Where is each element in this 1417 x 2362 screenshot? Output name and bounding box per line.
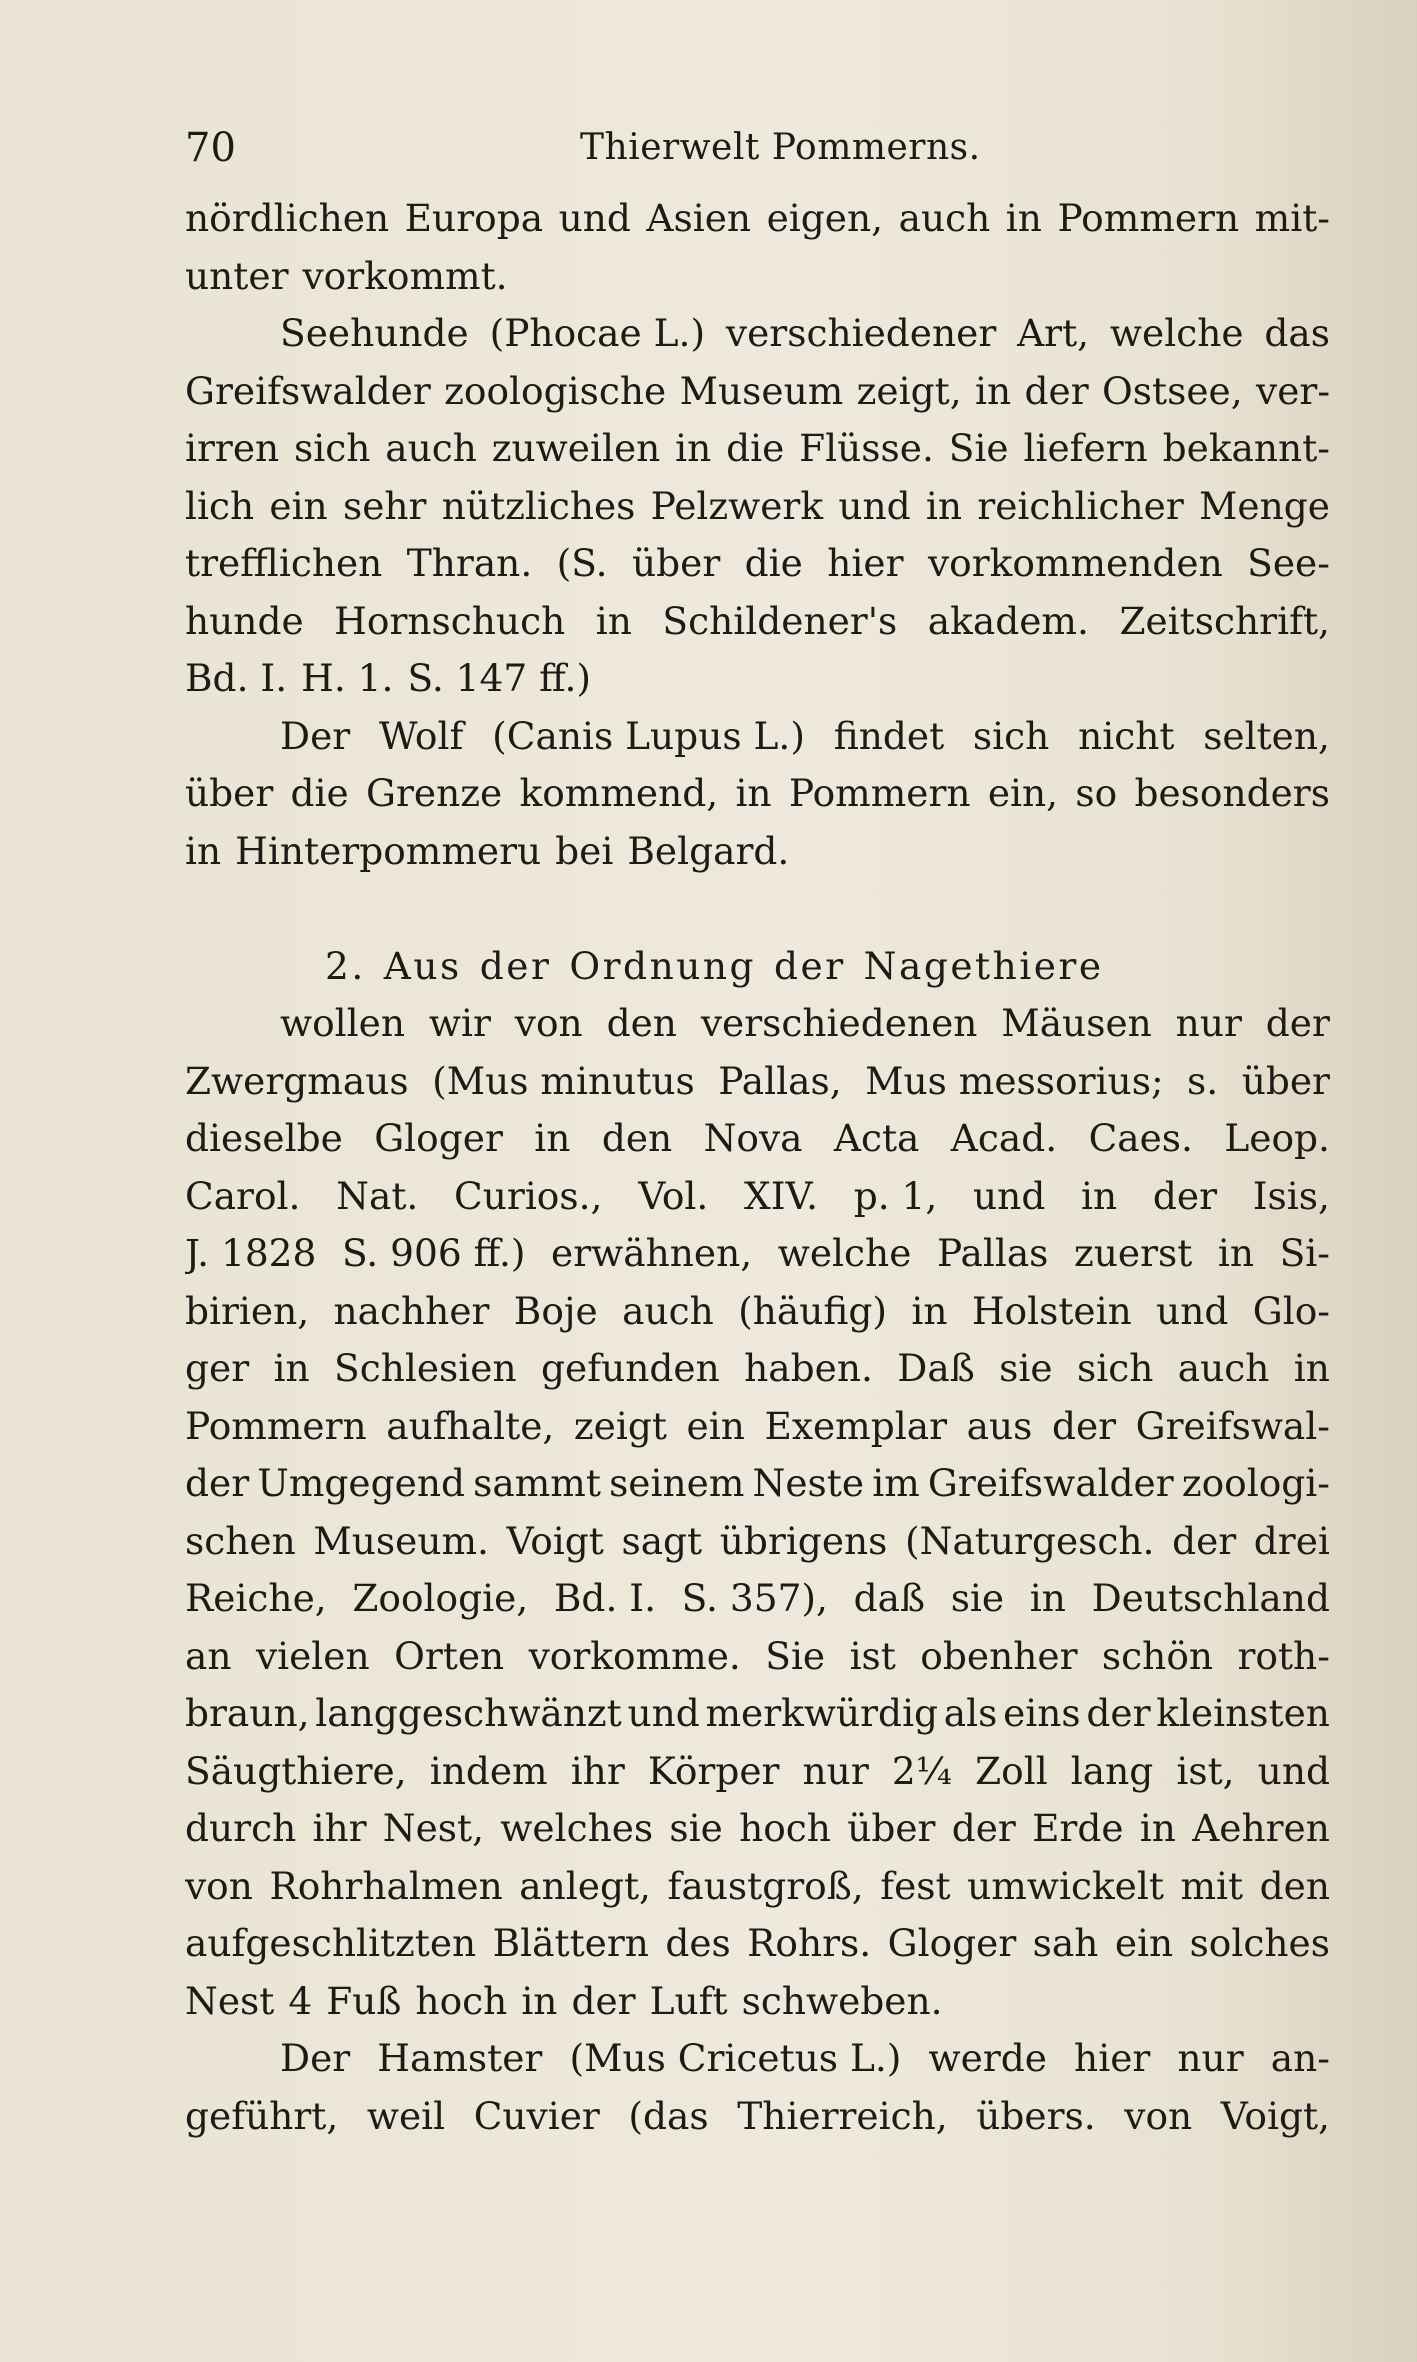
word: schön — [1101, 1633, 1214, 1678]
word: (Mus Cricetus L.) — [569, 2036, 902, 2080]
word: Vol. — [638, 1173, 709, 1218]
word: ver- — [1256, 368, 1330, 413]
word: in — [1293, 1346, 1330, 1390]
word: anlegt, — [519, 1863, 651, 1908]
page-number: 70 — [185, 125, 236, 171]
word: akadem. — [927, 598, 1089, 643]
text-line — [185, 708, 1330, 766]
word: Erde — [1032, 1806, 1124, 1850]
word: Nova — [703, 1116, 803, 1160]
word: braun, — [185, 1691, 310, 1735]
word: 2. — [325, 943, 366, 988]
text-line — [185, 2088, 1330, 2146]
word: Museum — [679, 368, 844, 413]
word: geführt, — [185, 2093, 339, 2138]
word: bekannt- — [1162, 426, 1330, 470]
word: welches — [500, 1806, 654, 1850]
word: bei — [555, 828, 614, 873]
word: (Mus minutus — [432, 1058, 695, 1103]
word: seinem — [609, 1461, 745, 1505]
word: Grenze — [366, 771, 503, 815]
word: das — [1264, 311, 1330, 355]
word: fest — [880, 1863, 951, 1908]
word: welche — [777, 1231, 912, 1275]
word: und — [1156, 1288, 1229, 1333]
word: die — [290, 771, 349, 815]
word: Sie — [765, 1633, 826, 1678]
text-line — [185, 1743, 1330, 1801]
word: (S. — [556, 541, 608, 585]
word: Greifswal- — [1135, 1403, 1330, 1448]
word: den — [1259, 1863, 1330, 1908]
word: zoologische — [444, 368, 667, 413]
word: zuweilen — [491, 426, 661, 470]
word: Exemplar — [764, 1403, 948, 1448]
text-line — [185, 305, 1330, 363]
word: Pommern — [788, 771, 971, 815]
word: schen — [185, 1518, 296, 1563]
word: der — [774, 943, 846, 988]
word: der — [1086, 1691, 1151, 1735]
text-line — [185, 363, 1330, 421]
word: merkwürdig — [705, 1691, 939, 1735]
word: ger — [185, 1346, 250, 1390]
text-line — [185, 1225, 1330, 1283]
word: Ordnung — [569, 943, 757, 988]
word: Rohrhalmen — [269, 1863, 503, 1908]
word: Zwergmaus — [185, 1058, 409, 1103]
word: sich — [294, 426, 371, 470]
text-line — [185, 1800, 1330, 1858]
text-line — [185, 1340, 1330, 1398]
word: Sie — [948, 426, 1009, 470]
word: Luft — [649, 1978, 728, 2023]
word: Pommern — [1057, 196, 1240, 240]
word: nur — [1175, 1001, 1242, 1045]
word: haben. — [744, 1346, 873, 1390]
word: solches — [1189, 1921, 1330, 1965]
text-line — [185, 1915, 1330, 1973]
word: Pommern — [185, 1403, 367, 1448]
word: aufhalte, — [386, 1403, 555, 1448]
word: der — [1024, 368, 1089, 413]
word: zeigt — [573, 1403, 667, 1448]
word: Daß — [897, 1346, 975, 1390]
word: mit — [1180, 1863, 1244, 1908]
word: indem — [429, 1748, 548, 1793]
word: welche — [1109, 311, 1244, 355]
word: und — [838, 483, 911, 528]
word: umwickelt — [967, 1863, 1164, 1908]
word: Schildener's — [662, 598, 898, 643]
word: sich — [972, 713, 1050, 758]
page-header — [185, 118, 1325, 178]
word: roth- — [1237, 1633, 1330, 1678]
word: eins — [1003, 1691, 1081, 1735]
word: hunde — [185, 598, 304, 643]
word: Pallas — [936, 1231, 1049, 1275]
word: weil — [366, 2093, 446, 2138]
word: sehr — [342, 483, 427, 528]
word: in — [1217, 1231, 1255, 1275]
word: Aus — [383, 943, 462, 988]
word: Pelzwerk — [650, 483, 824, 528]
word: Greifswalder — [927, 1461, 1174, 1505]
word: der — [1152, 1173, 1218, 1218]
word: Seehunde — [280, 311, 469, 355]
word: nachher — [333, 1288, 490, 1333]
word: in — [534, 1116, 571, 1160]
word: erwähnen, — [551, 1231, 753, 1275]
word: J. 1828 — [185, 1231, 317, 1275]
word: übers. — [976, 2093, 1096, 2138]
word: besonders — [1134, 771, 1330, 815]
word: Schlesien — [334, 1346, 517, 1390]
word: in — [1081, 1173, 1118, 1218]
word: Gloger — [374, 1116, 503, 1160]
word: hier — [827, 541, 904, 585]
word: Reiche, — [185, 1576, 327, 1620]
word: ist — [849, 1633, 896, 1678]
word: Museum. — [313, 1518, 489, 1563]
word: der — [1051, 1403, 1117, 1448]
text-line — [185, 823, 1330, 881]
word: faustgroß, — [667, 1863, 864, 1908]
word: ihr — [312, 1806, 367, 1850]
word: kommend, — [519, 771, 719, 815]
word: auch — [385, 426, 477, 470]
word: dieselbe — [185, 1116, 343, 1160]
word: (Naturgesch. — [905, 1518, 1155, 1563]
word: nur — [802, 1748, 869, 1793]
word: Deutschland — [1091, 1576, 1330, 1620]
word: die — [726, 426, 785, 470]
word: Hamster — [377, 2036, 543, 2080]
word: ein — [686, 1403, 745, 1448]
word: XIV. — [744, 1173, 818, 1218]
word: Blättern — [492, 1921, 649, 1965]
word: sich — [1076, 1346, 1154, 1390]
word: verschiedenen — [700, 1001, 978, 1045]
word: Der — [280, 2036, 351, 2080]
word: Flüsse. — [799, 426, 934, 470]
word: die — [744, 541, 803, 585]
word: Säugthiere, — [185, 1748, 407, 1793]
word: Nest — [185, 1978, 275, 2023]
word: birien, — [185, 1288, 310, 1333]
word: in — [1029, 1576, 1066, 1620]
word: sammt — [473, 1461, 601, 1505]
word: der — [1265, 1001, 1330, 1045]
text-line — [185, 765, 1330, 823]
section-heading — [185, 938, 1330, 996]
word: Si- — [1279, 1231, 1330, 1275]
text-line — [185, 1628, 1330, 1686]
word: selten, — [1203, 713, 1330, 758]
text-line — [185, 1570, 1330, 1628]
word: zeigt, — [856, 368, 962, 413]
word: irren — [185, 426, 280, 470]
word: Zeitschrift, — [1119, 598, 1330, 643]
word: in — [675, 426, 712, 470]
word: Körper — [647, 1748, 780, 1793]
word: zuerst — [1073, 1231, 1193, 1275]
word: See- — [1247, 541, 1330, 585]
word: in — [925, 483, 963, 528]
word: Zoologie, — [352, 1576, 529, 1620]
word: werde — [928, 2036, 1047, 2080]
word: den — [601, 1116, 673, 1160]
word: mit- — [1254, 196, 1330, 240]
word: nördlichen — [185, 196, 390, 240]
word: auch — [1177, 1346, 1270, 1390]
word: von — [514, 1001, 583, 1045]
word: in — [595, 598, 632, 643]
word: Voigt — [506, 1518, 604, 1563]
word: auch — [898, 196, 991, 240]
text-line — [185, 2030, 1330, 2088]
word: vorkommenden — [927, 541, 1223, 585]
word: Thran. — [406, 541, 533, 585]
word: und — [973, 1173, 1046, 1218]
word: im — [872, 1461, 920, 1505]
word: Mäusen — [1001, 1001, 1152, 1045]
word: über — [185, 771, 274, 815]
word: von — [1124, 2093, 1193, 2138]
word: der — [185, 1461, 250, 1505]
word: und — [1257, 1748, 1330, 1793]
word: als — [943, 1691, 998, 1735]
word: Rohrs. — [747, 1921, 872, 1965]
word: und — [558, 196, 631, 240]
text-line — [185, 1110, 1330, 1168]
word: in — [273, 1346, 310, 1390]
word: schweben. — [741, 1978, 943, 2023]
word: sagt — [621, 1518, 703, 1563]
word: ein, — [987, 771, 1059, 815]
word: hoch — [415, 1978, 508, 2023]
word: aus — [966, 1403, 1033, 1448]
word: Menge — [1199, 483, 1330, 528]
word: langgeschwänzt — [315, 1691, 622, 1735]
text-line — [185, 1283, 1330, 1341]
text-line — [185, 650, 1330, 708]
word: von — [185, 1863, 253, 1908]
word: an- — [1270, 2036, 1330, 2080]
word: sah — [1032, 1921, 1099, 1965]
word: über — [847, 1806, 936, 1850]
word: lich — [185, 483, 255, 528]
word: Caes. — [1088, 1116, 1193, 1160]
word: daß — [853, 1576, 926, 1620]
word: durch — [185, 1806, 297, 1850]
text-line — [185, 1973, 1330, 2031]
word: Art, — [1017, 311, 1090, 355]
word: Pallas, — [718, 1058, 842, 1103]
word: vorkomme. — [528, 1633, 741, 1678]
word: (Phocae L.) — [489, 311, 706, 355]
text-line — [185, 1398, 1330, 1456]
word: (häufig) — [738, 1288, 888, 1333]
word: Glo- — [1252, 1288, 1330, 1333]
text-line — [185, 880, 1330, 938]
text-line — [185, 593, 1330, 651]
word: Wolf — [378, 713, 464, 758]
word: und — [627, 1691, 700, 1735]
word: Der — [280, 713, 351, 758]
word: Aehren — [1192, 1806, 1330, 1850]
word: so — [1075, 771, 1118, 815]
word: S. 357), — [681, 1576, 828, 1620]
word: p. 1, — [853, 1173, 938, 1218]
word: Neste — [752, 1461, 865, 1505]
word: Orten — [394, 1633, 505, 1678]
word: der — [951, 1806, 1016, 1850]
word: Umgegend — [257, 1461, 465, 1505]
word: Ostsee, — [1102, 368, 1243, 413]
text-line — [185, 1455, 1330, 1513]
text-line — [185, 478, 1330, 536]
word: lang — [1070, 1748, 1154, 1793]
word: vorkommt. — [302, 253, 508, 298]
text-line — [185, 535, 1330, 593]
word: des — [665, 1921, 731, 1965]
word: in — [1139, 1806, 1176, 1850]
running-title: Thierwelt Pommerns. — [580, 127, 981, 168]
word: obenher — [920, 1633, 1078, 1678]
word: in — [185, 828, 222, 873]
word: der — [479, 943, 552, 988]
word: Boje — [513, 1288, 598, 1333]
word: kleinsten — [1156, 1691, 1330, 1735]
word: Isis, — [1252, 1173, 1330, 1218]
word: hier — [1074, 2036, 1151, 2080]
word: Cuvier — [473, 2093, 600, 2138]
word: Holstein — [971, 1288, 1132, 1333]
word: Nat. — [336, 1173, 419, 1218]
word: Bd. I. — [553, 1576, 657, 1620]
word: sie — [950, 1576, 1005, 1620]
word: 2¼ — [891, 1748, 953, 1793]
word: nur — [1177, 2036, 1244, 2080]
word: Voigt, — [1220, 2093, 1330, 2138]
word: aufgeschlitzten — [185, 1921, 477, 1965]
word: den — [606, 1001, 677, 1045]
word: Europa — [404, 196, 544, 240]
word: Leop. — [1224, 1116, 1330, 1160]
word: zoologi- — [1181, 1461, 1330, 1505]
word: unter — [185, 253, 289, 298]
word: ihr — [570, 1748, 625, 1793]
word: verschiedener — [725, 311, 997, 355]
word: Nagethiere — [863, 943, 1104, 988]
word: auch — [622, 1288, 714, 1333]
word: Asien — [646, 196, 752, 240]
word: H. 1. — [301, 656, 394, 700]
word: Greifswalder — [185, 368, 431, 413]
word: liefern — [1023, 426, 1148, 470]
word: in — [911, 1288, 948, 1333]
text-line — [185, 1513, 1330, 1571]
word: in — [735, 771, 772, 815]
body-text — [185, 190, 1330, 2145]
text-line — [185, 420, 1330, 478]
word: Zoll — [975, 1748, 1048, 1793]
word: der — [571, 1978, 636, 2023]
word: (das — [628, 2093, 709, 2138]
word: Mus messorius; — [865, 1058, 1164, 1103]
word: über — [631, 541, 721, 585]
word: Hornschuch — [334, 598, 566, 643]
word: Acta — [833, 1116, 920, 1160]
word: (Canis Lupus L.) — [492, 713, 805, 758]
word: hoch — [739, 1806, 831, 1850]
word: Fuß — [326, 1978, 402, 2023]
word: findet — [833, 713, 945, 758]
text-line — [185, 1685, 1330, 1743]
word: übrigens — [719, 1518, 888, 1563]
word: vielen — [255, 1633, 370, 1678]
word: sie — [999, 1346, 1053, 1390]
word: nicht — [1078, 713, 1175, 758]
word: über — [1241, 1058, 1330, 1103]
word: drei — [1253, 1518, 1330, 1563]
word: Gloger — [887, 1921, 1017, 1965]
word: reichlicher — [977, 483, 1184, 528]
word: Thierreich, — [737, 2093, 948, 2138]
word: Belgard. — [627, 828, 790, 873]
word: nützliches — [441, 483, 636, 528]
word: wollen — [280, 1001, 406, 1045]
text-line — [185, 1858, 1330, 1916]
word: Bd. I. — [185, 656, 288, 700]
word: eigen, — [766, 196, 884, 240]
word: an — [185, 1633, 232, 1678]
word: Acad. — [950, 1116, 1058, 1160]
word: ein — [1114, 1921, 1174, 1965]
text-line — [185, 1053, 1330, 1111]
word: gefunden — [541, 1346, 720, 1390]
word: 4 — [288, 1978, 313, 2023]
word: trefflichen — [185, 541, 383, 585]
word: S. 147 ff.) — [407, 656, 592, 700]
word: s. — [1187, 1058, 1219, 1103]
word: wir — [428, 1001, 491, 1045]
word: sie — [669, 1806, 723, 1850]
word: Nest, — [382, 1806, 485, 1850]
text-line — [185, 995, 1330, 1053]
word: Carol. — [185, 1173, 301, 1218]
text-line — [185, 190, 1330, 248]
word: Curios., — [454, 1173, 603, 1218]
word: in — [1005, 196, 1042, 240]
word: in — [521, 1978, 558, 2023]
word: S. 906 ff.) — [341, 1231, 526, 1275]
word: Hinterpommeru — [235, 828, 542, 873]
word: ein — [269, 483, 328, 528]
text-line — [185, 1168, 1330, 1226]
word: der — [1172, 1518, 1237, 1563]
word: ist, — [1176, 1748, 1235, 1793]
text-line — [185, 248, 1330, 306]
word: in — [975, 368, 1012, 413]
